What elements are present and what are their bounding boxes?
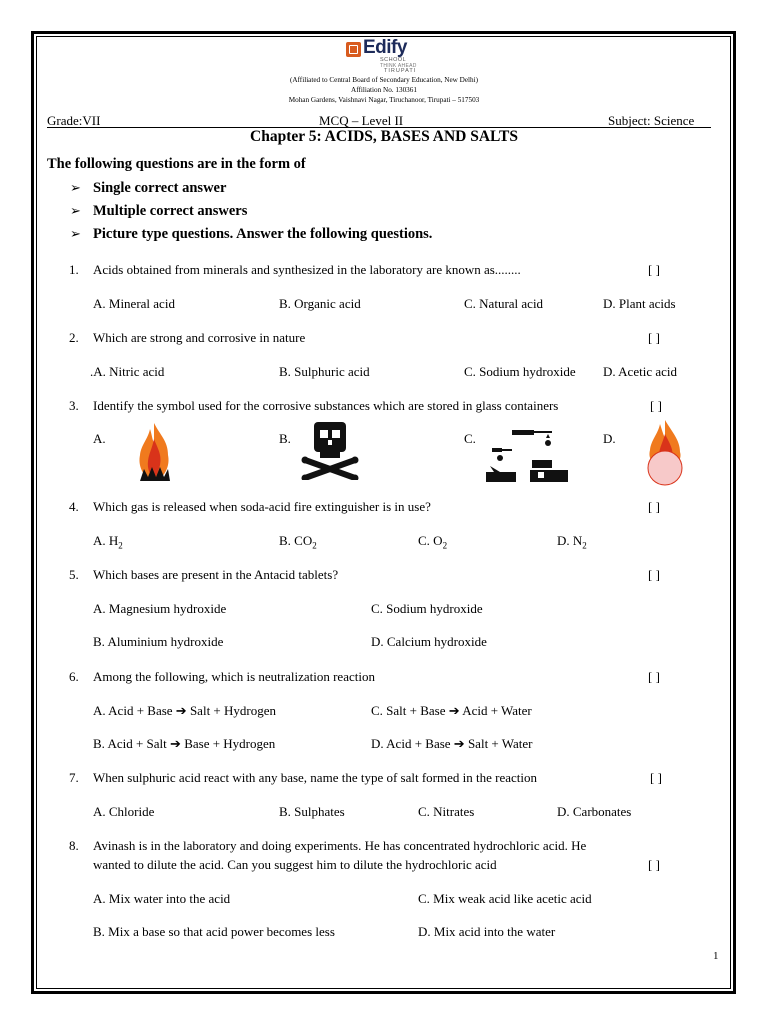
answer-bracket[interactable]: [ ]	[650, 770, 662, 785]
school-address: Mohan Gardens, Vaishnavi Nagar, Tiruchanoor, Tirupati – 517503	[288, 96, 480, 104]
answer-bracket[interactable]: [ ]	[650, 398, 662, 413]
arrow-icon: ➔	[448, 703, 460, 718]
bullet-arrow-icon: ➢	[70, 203, 81, 218]
option[interactable]: A. Chloride	[93, 804, 155, 819]
option[interactable]: D.	[603, 431, 616, 446]
question-number: 1.	[69, 262, 79, 277]
option[interactable]	[371, 703, 532, 719]
option[interactable]: D. Carbonates	[557, 804, 632, 819]
answer-bracket[interactable]: [ ]	[648, 567, 660, 582]
option[interactable]: B. Mix a base so that acid power becomes less	[93, 924, 335, 939]
question-number: 3.	[69, 398, 79, 413]
option[interactable]: C. Sodium hydroxide	[371, 601, 483, 616]
option[interactable]	[371, 736, 532, 752]
subscript: 2	[442, 540, 448, 551]
option-lhs: D. Acid + Base	[371, 736, 454, 751]
question-text: Among the following, which is neutralization reaction	[93, 669, 375, 684]
level-label: MCQ – Level II	[319, 113, 404, 128]
option[interactable]: B. Sulphates	[279, 804, 345, 819]
option[interactable]: B. Organic acid	[279, 296, 361, 311]
flame-over-circle-icon[interactable]	[644, 418, 686, 486]
chapter-title: Chapter 5: ACIDS, BASES AND SALTS	[250, 128, 518, 145]
option[interactable]: C. Mix weak acid like acetic acid	[418, 891, 592, 906]
option[interactable]: B. Sulphuric acid	[279, 364, 370, 379]
intro-lead: The following questions are in the form of	[47, 156, 306, 172]
question-number: 2.	[69, 330, 79, 345]
option-lhs: B. Acid + Salt	[93, 736, 171, 751]
corrosive-icon[interactable]	[486, 428, 568, 484]
logo-name: Edify	[363, 37, 407, 58]
logo-tagline: THINK AHEAD	[380, 63, 417, 69]
option-label: B. CO	[279, 533, 313, 548]
option[interactable]: A.	[93, 431, 106, 446]
question-text-continued: wanted to dilute the acid. Can you suggest him to dilute the hydrochloric acid	[93, 857, 497, 872]
question-text: Identify the symbol used for the corrosive substances which are stored in glass containers	[93, 398, 559, 413]
question-text: Which are strong and corrosive in nature	[93, 330, 306, 345]
option-lhs: A. Acid + Base	[93, 703, 176, 718]
option-rhs: Salt + Water	[464, 736, 533, 751]
question-number: 6.	[69, 669, 79, 684]
option-rhs: Acid + Water	[459, 703, 532, 718]
logo-city: TIRUPATI	[384, 68, 417, 74]
intro-bullet: Single correct answer	[93, 180, 227, 196]
option[interactable]: D. Calcium hydroxide	[371, 634, 487, 649]
grade-label: Grade:VII	[47, 113, 101, 128]
logo-mark-icon	[346, 42, 361, 57]
arrow-icon: ➔	[170, 736, 181, 751]
option[interactable]: D. Mix acid into the water	[418, 924, 556, 939]
answer-bracket[interactable]: [ ]	[648, 499, 660, 514]
option-label: C. O	[418, 533, 443, 548]
answer-bracket[interactable]: [ ]	[648, 669, 660, 684]
option[interactable]: D. Plant acids	[603, 296, 676, 311]
option-rhs: Base + Hydrogen	[180, 736, 276, 751]
answer-bracket[interactable]: [ ]	[648, 857, 660, 872]
option-lhs: C. Salt + Base	[371, 703, 449, 718]
affiliation-text: (Affiliated to Central Board of Secondary Education, New Delhi)	[289, 76, 479, 84]
option[interactable]	[557, 533, 587, 551]
bullet-arrow-icon: ➢	[70, 180, 81, 195]
intro-bullet: Picture type questions. Answer the following questions.	[93, 226, 433, 242]
option-rhs: Salt + Hydrogen	[186, 703, 276, 718]
subscript: 2	[312, 540, 317, 551]
option-label: D. N	[557, 533, 583, 548]
affiliation-number: Affiliation No. 130361	[351, 86, 417, 94]
page-number: 1	[713, 950, 719, 962]
option[interactable]: A. Magnesium hydroxide	[93, 601, 227, 616]
question-number: 5.	[69, 567, 79, 582]
subscript: 2	[118, 540, 123, 551]
arrow-icon: ➔	[453, 736, 465, 751]
question-text: Which bases are present in the Antacid tablets?	[93, 567, 339, 582]
intro-bullet: Multiple correct answers	[93, 203, 248, 219]
bullet-arrow-icon: ➢	[70, 226, 81, 241]
option[interactable]: B. Aluminium hydroxide	[93, 634, 224, 649]
option[interactable]: C. Nitrates	[418, 804, 475, 819]
flame-icon[interactable]	[134, 421, 174, 483]
option[interactable]: D. Acetic acid	[603, 364, 677, 379]
question-text: Acids obtained from minerals and synthesized in the laboratory are known as........	[93, 262, 521, 277]
option[interactable]: C.	[464, 431, 476, 446]
question-text: When sulphuric acid react with any base, name the type of salt formed in the reaction	[93, 770, 537, 785]
option[interactable]: .A. Nitric acid	[90, 364, 165, 379]
option[interactable]: A. Mix water into the acid	[93, 891, 231, 906]
question-number: 7.	[69, 770, 79, 785]
option[interactable]	[93, 533, 123, 551]
option[interactable]: B.	[279, 431, 291, 446]
subscript: 2	[582, 540, 587, 551]
answer-bracket[interactable]: [ ]	[648, 330, 660, 345]
skull-crossbones-icon[interactable]	[301, 420, 359, 480]
logo-sub: SCHOOL	[380, 57, 407, 63]
option[interactable]	[93, 703, 276, 719]
option[interactable]	[93, 736, 275, 752]
option[interactable]: C. Natural acid	[464, 296, 544, 311]
question-number: 4.	[69, 499, 79, 514]
option[interactable]	[279, 533, 317, 551]
question-number: 8.	[69, 838, 79, 853]
answer-bracket[interactable]: [ ]	[648, 262, 660, 277]
option[interactable]	[418, 533, 447, 551]
subject-label: Subject: Science	[608, 113, 695, 128]
option-label: A. H	[93, 533, 119, 548]
arrow-icon: ➔	[175, 703, 187, 718]
option[interactable]: A. Mineral acid	[93, 296, 175, 311]
option[interactable]: C. Sodium hydroxide	[464, 364, 576, 379]
question-text: Which gas is released when soda-acid fire extinguisher is in use?	[93, 499, 431, 514]
question-text: Avinash is in the laboratory and doing experiments. He has concentrated hydrochloric acid. He	[93, 838, 587, 853]
school-logo	[346, 37, 420, 74]
